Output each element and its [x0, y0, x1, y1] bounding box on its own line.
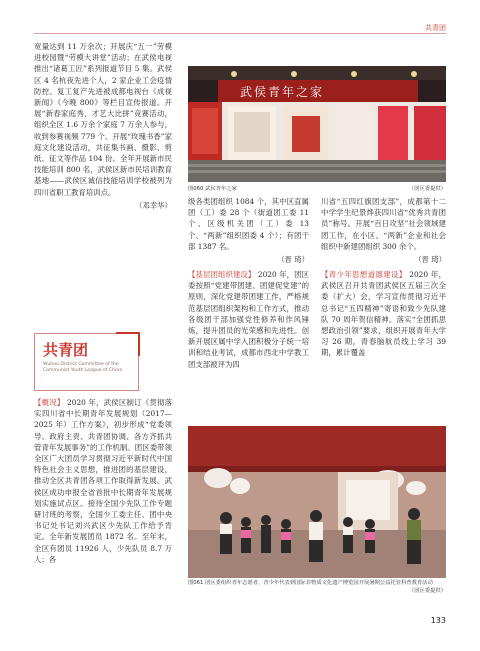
- left-author-signature: （邓幸华）: [135, 200, 172, 210]
- caption-060-credit: （团区委提供）: [408, 186, 446, 192]
- museum-group-illustration: [188, 426, 446, 578]
- page-number: 133: [430, 616, 446, 625]
- section-heading-box: [34, 333, 139, 391]
- overview-paragraph: [34, 397, 172, 565]
- caption-061-credit: （团区委提供）: [408, 587, 446, 594]
- middle-author-signature: （晋 琦）: [277, 255, 309, 265]
- running-header-section: 共青团: [425, 24, 446, 32]
- left-column-top: [34, 41, 172, 211]
- photo-caption-060: [188, 184, 446, 192]
- overview-text: 2020 年，武侯区制订《贯彻落实四川省中长期青年发展规划（2017—2025 年）工作方案》，初步形成“党委领导、政府主责、共青团协调、各方齐抓共管青年发展事务”的工作机制。团区委带领全区广大团员学习贯彻习近平新时代中国特色社会主义思想，推进团的基层建设，推动全区共青团各项工作取得新发展。武侯区成功申报全省首批中长期青年发展规划实施试点区。接待全国少先队工作专题研讨班的考察，全国少工委主任、团中央书记处书记刘兴武区少先队工作给予肯定。全年新发展团员 1872 名。至年末，全区有团员 11926 人，少先队员 8.7 万人；各: [34, 398, 172, 564]
- photo-youth-home-storefront: [188, 66, 446, 182]
- right-column: [321, 196, 446, 359]
- grassroots-paragraph: [188, 269, 309, 370]
- moral-education-text: 2020 年，武侯区召开共青团武侯区五届三次全委（扩大）会，学习宣传贯彻习近平总书记“五四精神”寄语和致少先队建队 70 周年贺信精神。落实“全团抓思想政治引领”要求，组织开展青年大学习 26 期，青春脑航员线上学习 39 期，累计覆盖: [321, 270, 446, 358]
- section-title: 共青团: [43, 341, 89, 359]
- storefront-sign-text: 武侯青年之家: [240, 85, 325, 99]
- right-paragraph-continued: 川省“五四红旗团支部”，成都第十二中学学生纪景烨获四川省“优秀共青团员”称号。开展“百日攻坚”社会领域建团工作，在小区、“两新”企业和社会组织中新建团组织 300 余个。: [321, 197, 446, 251]
- grassroots-label: 【基层团组织建设】: [188, 270, 256, 280]
- left-column-bottom: [34, 397, 172, 565]
- left-paragraph-continued: 宽量达到 11 万余次；开展庆“五一”劳模进校园暨“劳模大讲堂”活动；在武侯电视推出“诸葛工匠”系列报道节目 5 集。武侯区 4 名杭夜先进个人，2 家企业工会疫情防控、复工复产先进被成都电视台《成视新闻》《今晚 800》等栏目宣传报道。开展“新春家庭秀，才艺大比拼”竞赛活动，组织全区 1.6 万余个家庭 7 万余人参与，收到参赛视频 779 个。开展“玫瑰书香”家庭文化建设活动，共征集书画、摄影、剪纸、征文等作品 104 份。全年开展新市民技能培训 800 名，武侯区新市民培训教育基地——武侯区诚信技能培训学校被列为四川省职工教育培训点。: [34, 42, 172, 197]
- caption-061-text: 图061 团区委组织青年志愿者、青少年代表到国际非物质文化遗产博览园开展暑期公益托管科普教育活动: [188, 580, 433, 586]
- middle-column: [188, 196, 309, 370]
- moral-education-paragraph: [321, 269, 446, 359]
- grassroots-text: 2020 年，团区委按照“党建带团建、团建促党建”的原则，深化党建带团建工作，严格规范基层团组织架构和工作方式，推动各级团干部加强党性修养和作风锤炼，提升团员的光荣感和先进性。创新开展区属中学入团积极分子统一培训和结业考试，成都市西北中学教工团支部被评为四: [188, 270, 309, 369]
- middle-paragraph-continued: 级各类团组织 1084 个，其中区直属团（工）委 28 个（街道团工委 11 个、区级机关团（工）委 13 个、“两新”组织团委 4 个）；有团干部 1387 名。: [188, 197, 309, 251]
- moral-education-label: 【青少年思想道德建设】: [321, 270, 407, 280]
- photo-youth-volunteers-museum: [188, 426, 446, 578]
- right-author-signature: （晋 琦）: [414, 255, 446, 265]
- photo-caption-061: [188, 580, 446, 594]
- section-subtitle-english: Wuhou District Committee of the Communist Youth League of China: [43, 362, 123, 373]
- header-rule: [34, 33, 446, 34]
- section-corner-ornament: [116, 332, 140, 356]
- overview-label: 【概况】: [34, 398, 65, 407]
- caption-060-text: 图060 武侯青年之家: [188, 186, 237, 192]
